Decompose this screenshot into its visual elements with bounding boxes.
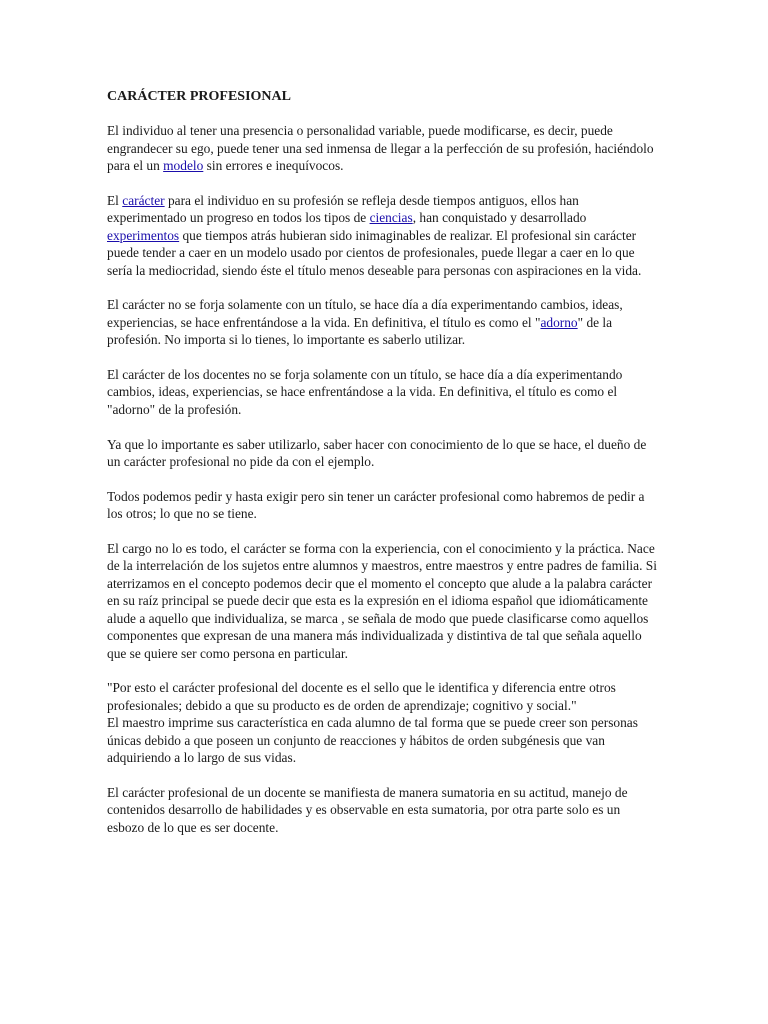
- paragraph-4: El carácter de los docentes no se forja solamente con un título, se hace día a día experimentando cambios, ideas, experiencias, se hace enfrentándose a la vida. En definitiva, el título es como el "adorno" de la profesión.: [107, 367, 623, 417]
- link-modelo[interactable]: modelo: [163, 158, 204, 174]
- paragraph-1: [107, 122, 659, 174]
- paragraph-3-text-end: " de la profesión. No importa si lo tienes, lo importante es saberlo utilizar.: [107, 314, 613, 348]
- paragraph-2-text-4: que tiempos atrás hubieran sido inimaginables de realizar. El profesional sin carácter puede tender a caer en un modelo usado por cientos de profesionales, puede llegar a caer en lo que sería la mediocridad, siendo éste el título menos deseable para personas con aspiraciones en la vida.: [107, 227, 642, 278]
- paragraph-1-text-start: El individuo al tener una presencia o personalidad variable, puede modificarse, es decir, puede engrandecer su ego, puede tener una sed inmensa de llegar a la perfección de su profesión, haciéndolo para el un: [107, 123, 654, 174]
- link-adorno[interactable]: adorno: [540, 314, 578, 330]
- paragraph-2-text-3: , han conquistado y desarrollado: [412, 210, 587, 226]
- paragraph-3: [107, 296, 659, 348]
- link-ciencias[interactable]: ciencias: [369, 210, 413, 226]
- paragraph-1-text-end: sin errores e inequívocos.: [203, 158, 344, 174]
- paragraph-2: [107, 192, 659, 279]
- paragraph-2-text-1: El: [107, 193, 123, 209]
- paragraph-7: El cargo no lo es todo, el carácter se forma con la experiencia, con el conocimiento y la práctica. Nace de la interrelación de los sujetos entre alumnos y maestros, entre maestros y entre padres de familia. Si aterrizamos en el concepto podemos decir que el momento el concepto que alude a la palabra carácter en su raíz principal se puede decir que esta es la expresión en el idioma español que idiomáticamente alude a aquello que individualiza, se marca , se señala de modo que puede clasificarse como aquellos componentes que expresan de una manera más individualizada y distintiva de tal que señala aquello que se quiere ser como persona en particular.: [107, 541, 657, 661]
- paragraph-6: Todos podemos pedir y hasta exigir pero sin tener un carácter profesional como habremos de pedir a los otros; lo que no se tiene.: [107, 488, 645, 522]
- paragraph-8-text: El maestro imprime sus característica en cada alumno de tal forma que se puede creer son personas únicas debido a que poseen un conjunto de reacciones y hábitos de orden subgénesis que van adquiriendo a lo largo de sus vidas.: [107, 715, 638, 765]
- document-title: CARÁCTER PROFESIONAL: [107, 89, 291, 104]
- paragraph-8: [107, 679, 659, 766]
- paragraph-3-text-start: El carácter no se forja solamente con un título, se hace día a día experimentando cambios, ideas, experiencias, se hace enfrentándose a la vida. En definitiva, el título es como el ": [107, 297, 623, 330]
- link-caracter[interactable]: carácter: [122, 193, 165, 209]
- paragraph-2-text-2: para el individuo en su profesión se refleja desde tiempos antiguos, ellos han experimentado un progreso en todos los tipos de: [107, 193, 579, 226]
- paragraph-9: El carácter profesional de un docente se manifiesta de manera sumatoria en su actitud, manejo de contenidos desarrollo de habilidades y es observable en esta sumatoria, por otra parte solo es un esbozo de lo que es ser docente.: [107, 784, 628, 835]
- document-page: [107, 88, 659, 853]
- paragraph-5: Ya que lo importante es saber utilizarlo, saber hacer con conocimiento de lo que se hace, el dueño de un carácter profesional no pide da con el ejemplo.: [107, 436, 647, 470]
- paragraph-8-quote: "Por esto el carácter profesional del docente es el sello que le identifica y diferencia entre otros profesionales; debido a que su producto es de orden de aprendizaje; cognitivo y social.": [107, 680, 616, 713]
- link-experimentos[interactable]: experimentos: [107, 227, 180, 243]
